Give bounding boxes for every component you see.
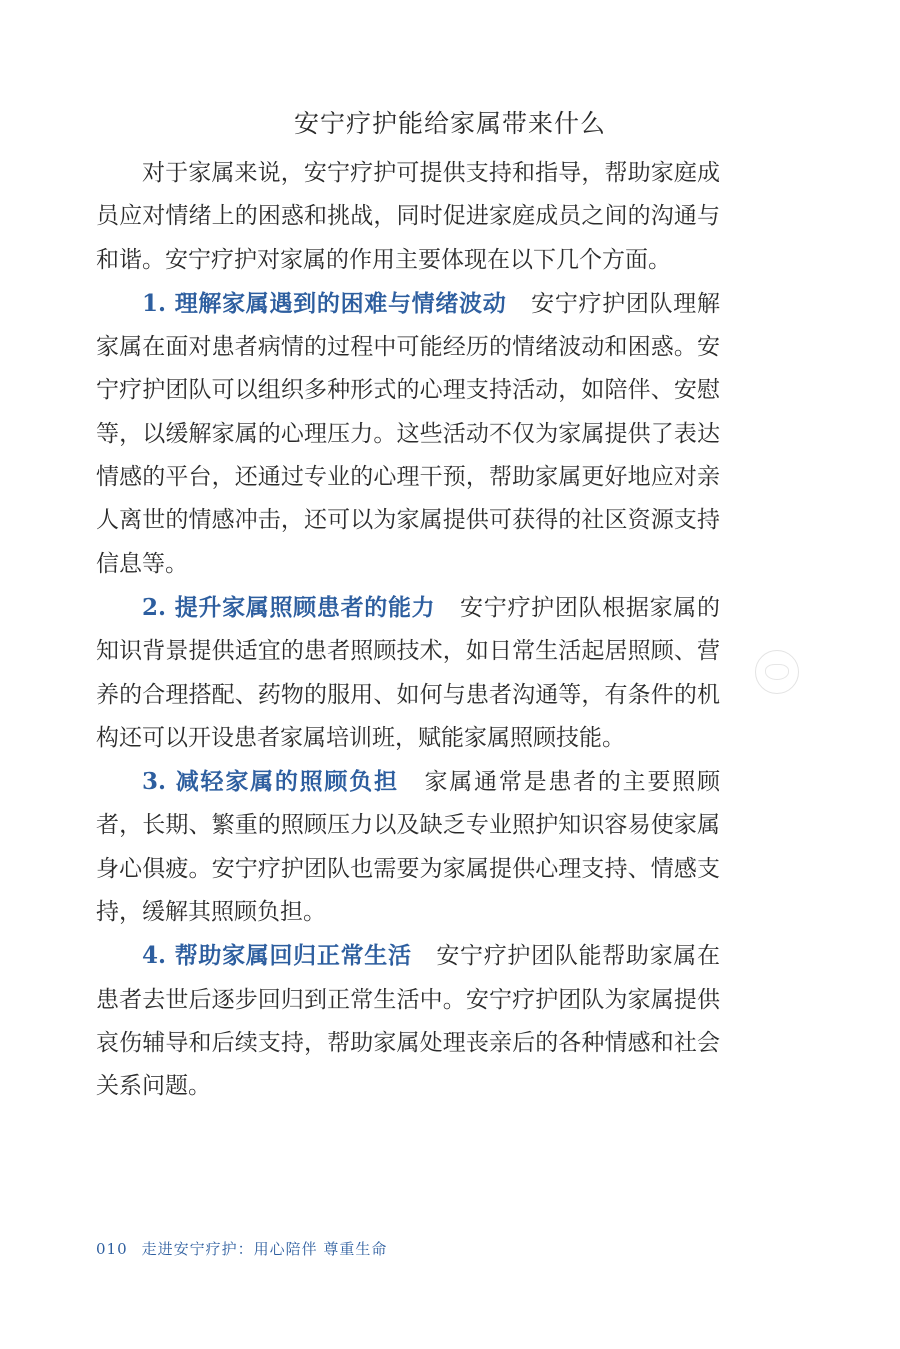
page-number: 010 — [96, 1240, 128, 1258]
section-3 — [96, 760, 720, 934]
page-footer — [96, 1238, 387, 1259]
watermark-seal-icon — [755, 650, 799, 694]
intro-paragraph: 对于家属来说，安宁疗护可提供支持和指导，帮助家庭成员应对情绪上的困惑和挑战，同时促进家庭成员之间的沟通与和谐。安宁疗护对家属的作用主要体现在以下几个方面。 — [96, 160, 720, 273]
section-3-body: 家属通常是患者的主要照顾者，长期、繁重的照顾压力以及缺乏专业照护知识容易使家属身心俱疲。安宁疗护团队也需要为家属提供心理支持、情感支持，缓解其照顾负担。 — [96, 769, 720, 926]
article-body — [96, 152, 720, 1109]
section-3-heading: 3. 减轻家属的照顾负担 — [142, 768, 399, 796]
section-2-body: 安宁疗护团队根据家属的知识背景提供适宜的患者照顾技术，如日常生活起居照顾、营养的合理搭配、药物的服用、如何与患者沟通等，有条件的机构还可以开设患者家属培训班，赋能家属照顾技能。 — [96, 594, 720, 751]
section-4-heading: 4. 帮助家属回归正常生活 — [142, 942, 412, 970]
section-1 — [96, 282, 720, 586]
section-4-body: 安宁疗护团队能帮助家属在患者去世后逐步回归到正常生活中。安宁疗护团队为家属提供哀伤辅导和后续支持，帮助家属处理丧亲后的各种情感和社会关系问题。 — [96, 943, 720, 1100]
section-2-heading: 2. 提升家属照顾患者的能力 — [142, 593, 436, 621]
section-4 — [96, 934, 720, 1108]
section-1-heading: 1. 理解家属遇到的困难与情绪波动 — [142, 289, 507, 317]
section-2 — [96, 586, 720, 760]
running-book-title: 走进安宁疗护：用心陪伴 尊重生命 — [141, 1240, 388, 1258]
page-title: 安宁疗护能给家属带来什么 — [293, 109, 606, 138]
section-1-body: 安宁疗护团队理解家属在面对患者病情的过程中可能经历的情绪波动和困惑。安宁疗护团队可以组织多种形式的心理支持活动，如陪伴、安慰等，以缓解家属的心理压力。这些活动不仅为家属提供了表达情感的平台，还通过专业的心理干预，帮助家属更好地应对亲人离世的情感冲击，还可以为家属提供可获得的社区资源支持信息等。 — [96, 290, 720, 577]
